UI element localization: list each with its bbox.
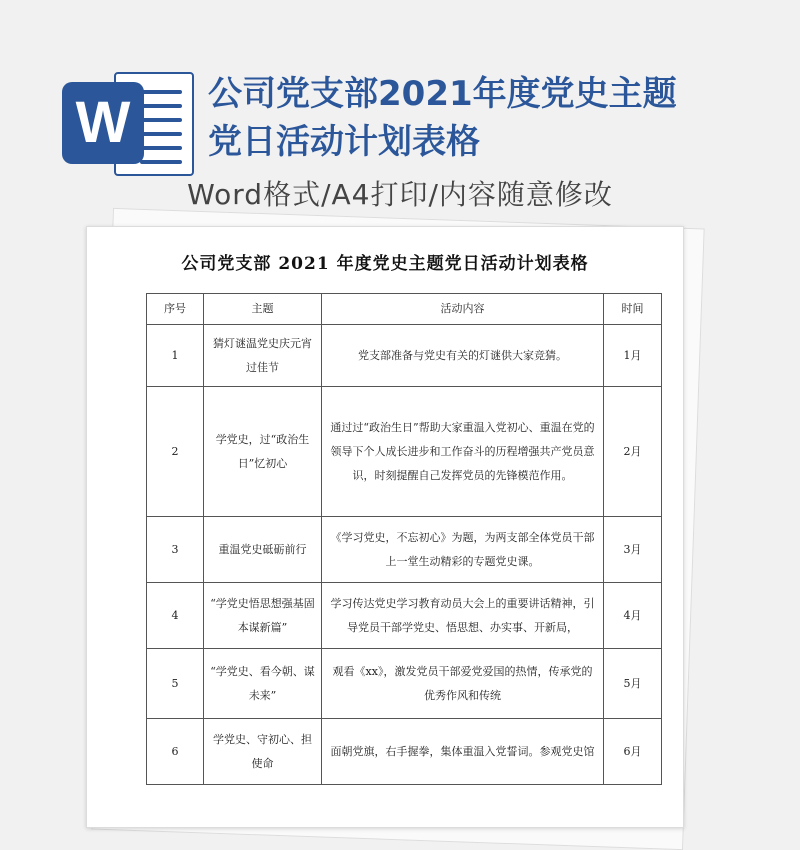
row-time: 5月 <box>604 649 662 719</box>
document-page <box>86 226 684 828</box>
row-content: 学习传达党史学习教育动员大会上的重要讲话精神，引导党员干部学党史、悟思想、办实事、开新局， <box>322 583 604 649</box>
word-logo-icon: W <box>62 82 144 164</box>
row-time: 1月 <box>604 325 662 387</box>
row-content: 党支部准备与党史有关的灯谜供大家竞猜。 <box>322 325 604 387</box>
row-theme: 学党史、守初心、担使命 <box>204 719 322 785</box>
row-no: 6 <box>147 719 204 785</box>
table-row <box>147 583 662 649</box>
table-row <box>147 387 662 517</box>
row-content: 通过过“政治生日”帮助大家重温入党初心、重温在党的领导下个人成长进步和工作奋斗的历程增强共产党员意识，时刻提醒自己发挥党员的先锋模范作用。 <box>322 387 604 517</box>
row-no: 2 <box>147 387 204 517</box>
table-header-row <box>147 294 662 325</box>
row-content: 观看《xx》，激发党员干部爱党爱国的热情，传承党的优秀作风和传统 <box>322 649 604 719</box>
row-theme: “学党史、看今朝、谋未来” <box>204 649 322 719</box>
banner-title-line2: 党日活动计划表格 <box>208 122 480 162</box>
row-time: 3月 <box>604 517 662 583</box>
row-time: 6月 <box>604 719 662 785</box>
row-content: 面朝党旗，右手握拳，集体重温入党誓词。参观党史馆 <box>322 719 604 785</box>
word-app-icon <box>62 68 198 178</box>
column-header-time: 时间 <box>604 294 662 325</box>
table-row <box>147 325 662 387</box>
table-row <box>147 719 662 785</box>
row-no: 5 <box>147 649 204 719</box>
row-no: 1 <box>147 325 204 387</box>
banner-title-line1: 公司党支部2021年度党史主题 <box>208 74 677 114</box>
row-theme: “学党史悟思想强基固本谋新篇” <box>204 583 322 649</box>
banner-subtitle: Word格式/A4打印/内容随意修改 <box>187 178 613 211</box>
table-row <box>147 649 662 719</box>
column-header-content: 活动内容 <box>322 294 604 325</box>
row-theme: 重温党史砥砺前行 <box>204 517 322 583</box>
row-time: 2月 <box>604 387 662 517</box>
row-no: 3 <box>147 517 204 583</box>
document-title: 公司党支部 2021 年度党史主题党日活动计划表格 <box>181 254 589 274</box>
row-theme: 猜灯谜温党史庆元宵过佳节 <box>204 325 322 387</box>
row-content: 《学习党史，不忘初心》为题，为两支部全体党员干部上一堂生动精彩的专题党史课。 <box>322 517 604 583</box>
column-header-no: 序号 <box>147 294 204 325</box>
banner-title <box>208 70 768 166</box>
row-time: 4月 <box>604 583 662 649</box>
row-theme: 学党史，过“政治生日”忆初心 <box>204 387 322 517</box>
row-no: 4 <box>147 583 204 649</box>
table-row <box>147 517 662 583</box>
activity-plan-table <box>146 293 662 785</box>
column-header-theme: 主题 <box>204 294 322 325</box>
